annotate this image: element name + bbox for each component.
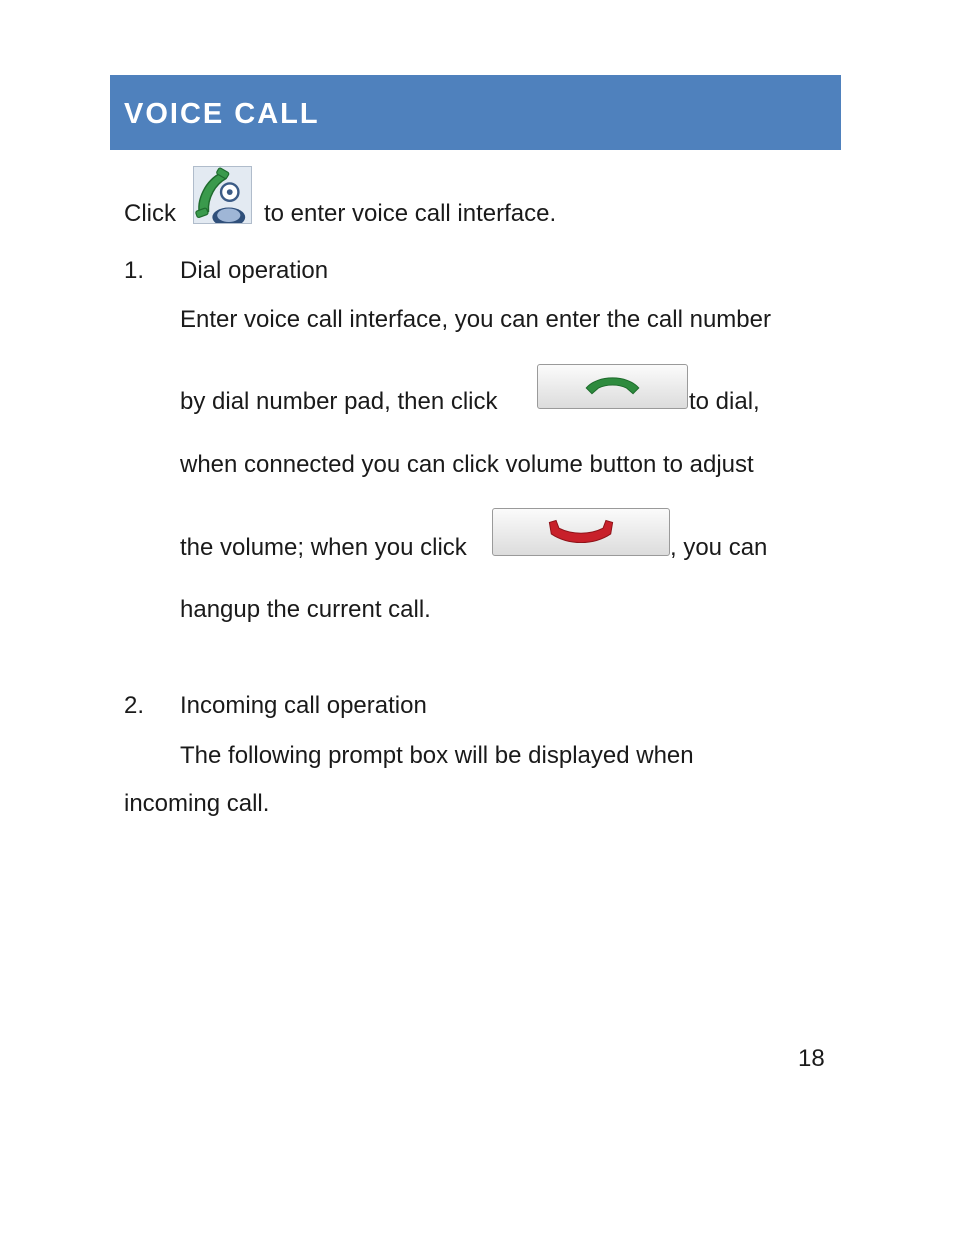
section1-line4-prefix: the volume; when you click (180, 534, 467, 561)
section2-line2: incoming call. (124, 790, 270, 817)
hangup-button (492, 508, 670, 556)
section1-line2-suffix: to dial, (689, 388, 760, 415)
green-phone-icon (538, 365, 687, 408)
intro-suffix: to enter voice call interface. (264, 200, 557, 227)
section-title: VOICE CALL (124, 98, 320, 130)
section1-heading: Dial operation (180, 257, 329, 284)
voice-call-icon-graphic (194, 167, 251, 223)
section1-line2-prefix: by dial number pad, then click (180, 388, 498, 415)
section1-line4-suffix: , you can (670, 534, 768, 561)
red-phone-icon (493, 509, 669, 555)
section2-line1: The following prompt box will be displayed when (180, 742, 694, 769)
dial-button (537, 364, 688, 409)
section1-line3: when connected you can click volume button to adjust (180, 451, 754, 478)
intro-prefix: Click (124, 200, 176, 227)
section1-number: 1. (124, 257, 145, 284)
section-header-bar (110, 75, 841, 150)
page-number: 18 (798, 1045, 825, 1072)
section1-line5: hangup the current call. (180, 596, 431, 623)
voice-call-app-icon (193, 166, 252, 224)
section2-number: 2. (124, 692, 145, 719)
section2-heading: Incoming call operation (180, 692, 427, 719)
section1-line1: Enter voice call interface, you can enter the call number (180, 306, 771, 333)
